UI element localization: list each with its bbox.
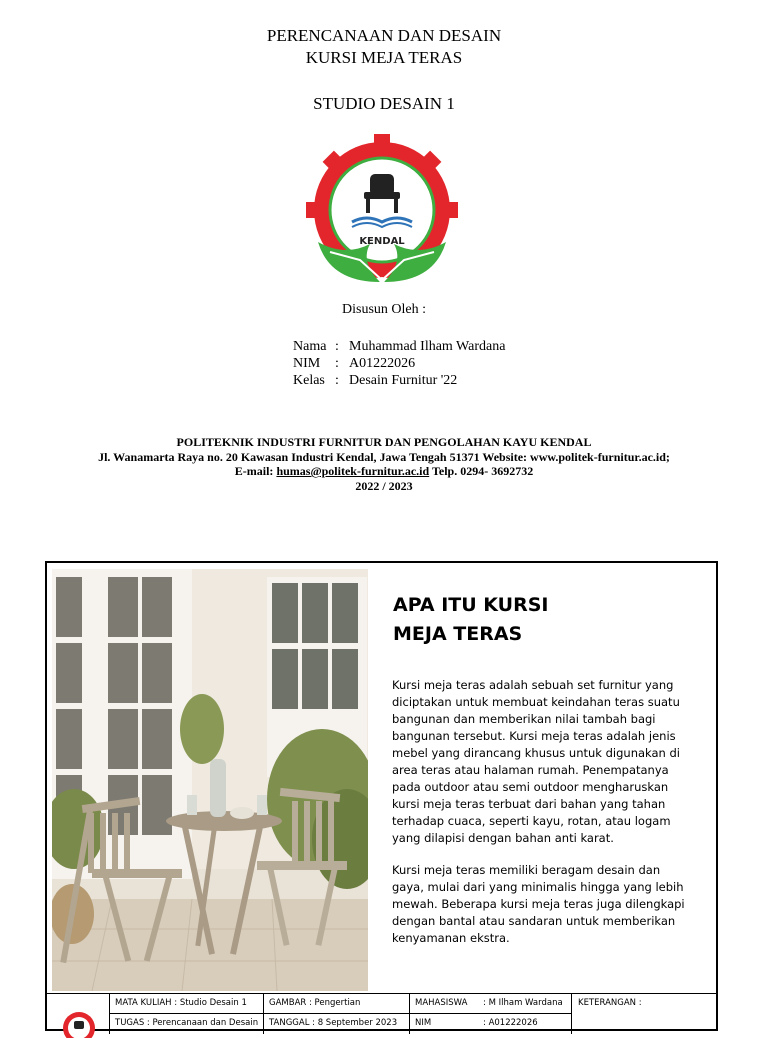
- tb-tugas: TUGAS : Perencanaan dan Desain: [115, 1018, 259, 1028]
- institution-contact: [0, 464, 768, 479]
- para2-line: Kursi meja teras memiliki beragam desain dan: [392, 863, 661, 877]
- tb-nim-value: : A01222026: [483, 1018, 538, 1028]
- tb-mahasiswa-label: MAHASISWA: [415, 998, 468, 1008]
- para1-line: pada outdoor atau semi outdoor mengharuskan: [392, 780, 669, 794]
- email-link[interactable]: humas@politek-furnitur.ac.id: [276, 464, 430, 478]
- class-colon: :: [335, 373, 339, 388]
- name-colon: :: [335, 339, 339, 354]
- paragraph-design-variety: [392, 862, 697, 947]
- para1-line: bangunan tersebut. Kursi meja teras adalah jenis: [392, 729, 676, 743]
- email-label: E-mail:: [234, 464, 274, 478]
- para1-line: diciptakan untuk membuat keindahan teras suatu: [392, 695, 680, 709]
- tb-tanggal: TANGGAL : 8 September 2023: [269, 1018, 398, 1028]
- tb-keterangan: KETERANGAN :: [578, 998, 642, 1008]
- class-label: Kelas: [293, 373, 325, 388]
- academic-year: 2022 / 2023: [355, 479, 413, 493]
- name-label: Nama: [293, 339, 327, 354]
- title-block-logo: [59, 1008, 99, 1038]
- tb-mahasiswa-value: : M Ilham Wardana: [483, 998, 563, 1008]
- compiled-by-label: Disusun Oleh :: [342, 302, 426, 317]
- para1-line: kursi meja teras terbuat dari bahan yang tahan: [392, 797, 666, 811]
- para1-line: Kursi meja teras adalah sebuah set furnitur yang: [392, 678, 674, 692]
- nim-value: A01222026: [349, 356, 416, 371]
- sheet-heading-line1: APA ITU KURSI: [393, 594, 549, 616]
- name-value: Muhammad Ilham Wardana: [349, 339, 506, 354]
- para1-line: terhadap cuaca, seperti kayu, rotan, atau logam: [392, 814, 671, 828]
- para1-line: bangunan dan memberikan nilai tambah bagi: [392, 712, 656, 726]
- course-name: STUDIO DESAIN 1: [313, 94, 455, 113]
- patio-furniture-photo: [52, 569, 368, 991]
- para1-line: yang dilapisi dengan bahan anti karat.: [392, 831, 614, 845]
- sheet-heading-line2: MEJA TERAS: [393, 623, 523, 645]
- institution-logo: [300, 132, 464, 288]
- design-sheet: [45, 561, 718, 1031]
- phone-number: Telp. 0294- 3692732: [431, 464, 534, 478]
- author-class-row: [293, 372, 457, 389]
- title-block: [47, 993, 716, 1034]
- tb-mata-kuliah: MATA KULIAH : Studio Desain 1: [115, 998, 247, 1008]
- tb-gambar: GAMBAR : Pengertian: [269, 998, 361, 1008]
- para2-line: mewah. Beberapa kursi meja teras juga dilengkapi: [392, 897, 685, 911]
- institution-address: Jl. Wanamarta Raya no. 20 Kawasan Industri Kendal, Jawa Tengah 51371 Website: www.politek-furnitur.ac.id;: [98, 450, 670, 464]
- class-value: Desain Furnitur '22: [349, 373, 458, 388]
- paragraph-definition: [392, 677, 697, 847]
- author-nim-row: [293, 355, 415, 372]
- para2-line: gaya, mulai dari yang minimalis hingga yang lebih: [392, 880, 684, 894]
- para2-line: dengan bantal atau sandaran untuk memberikan: [392, 914, 676, 928]
- para2-line: kenyamanan ekstra.: [392, 931, 510, 945]
- para1-line: area teras atau halaman rumah. Penempatanya: [392, 763, 669, 777]
- author-name-row: [293, 338, 505, 355]
- logo-city-text: KENDAL: [359, 236, 405, 247]
- institution-name: POLITEKNIK INDUSTRI FURNITUR DAN PENGOLAHAN KAYU KENDAL: [176, 435, 592, 449]
- para1-line: mebel yang dirancang khusus untuk digunakan di: [392, 746, 680, 760]
- cover-title-line1: PERENCANAAN DAN DESAIN: [266, 26, 502, 45]
- nim-label: NIM: [293, 356, 321, 371]
- sheet-heading: [393, 591, 693, 649]
- tb-nim-label: NIM: [415, 1018, 432, 1028]
- nim-colon: :: [335, 356, 339, 371]
- cover-title-line2: KURSI MEJA TERAS: [305, 48, 463, 67]
